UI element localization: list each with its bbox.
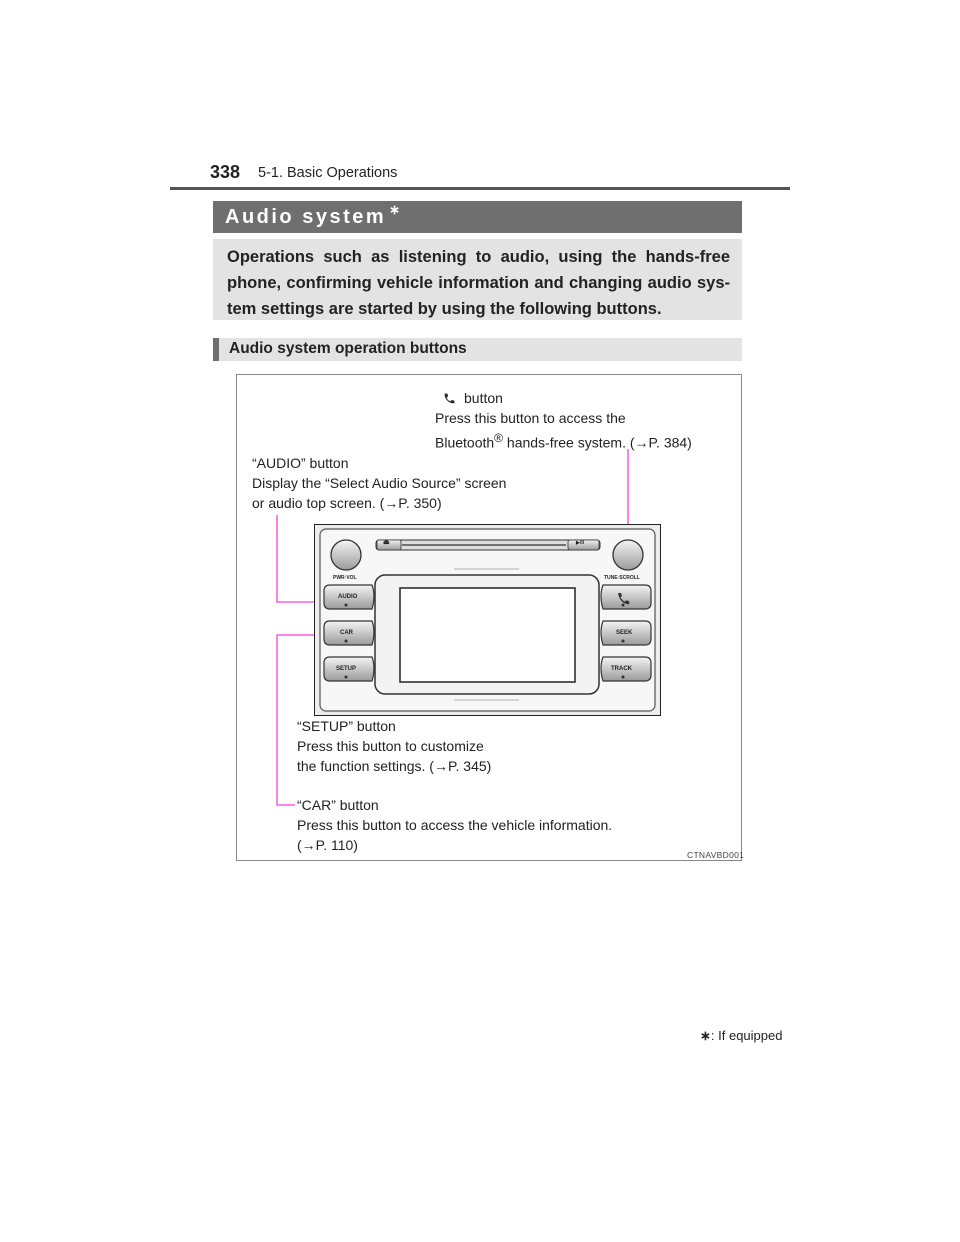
page-title bbox=[225, 202, 401, 229]
eject-label: ⏏ bbox=[383, 539, 390, 546]
figure-code: CTNAVBD001 bbox=[687, 850, 745, 860]
setup-button-label: SETUP bbox=[336, 666, 357, 672]
phone-button-shape bbox=[601, 585, 651, 609]
car-callout-line3: (→P. 110) bbox=[297, 837, 358, 853]
setup-callout-line2: Press this button to customize bbox=[297, 738, 484, 754]
audio-button-label: AUDIO bbox=[338, 594, 358, 600]
pwr-vol-label: PWR·VOL bbox=[333, 575, 357, 581]
page-title-bar bbox=[213, 201, 742, 233]
audio-callout-line1: “AUDIO” button bbox=[252, 455, 349, 471]
page-number: 338 bbox=[210, 162, 241, 182]
header-rule bbox=[170, 187, 790, 190]
audio-callout-line2: Display the “Select Audio Source” screen bbox=[252, 475, 507, 491]
head-unit-drawing bbox=[314, 524, 661, 716]
tune-scroll-knob bbox=[613, 540, 643, 570]
track-button-label: TRACK bbox=[611, 666, 632, 672]
chapter-title: 5-1. Basic Operations bbox=[258, 165, 398, 181]
car-button-label: CAR bbox=[340, 630, 353, 636]
section-title: Audio system operation buttons bbox=[229, 340, 467, 357]
phone-callout-line3: Bluetooth® hands-free system. (→P. 384) bbox=[435, 431, 692, 451]
intro-box bbox=[213, 239, 742, 320]
phone-callout-line2: Press this button to access the bbox=[435, 410, 626, 426]
display-screen bbox=[400, 588, 575, 682]
footnote-text: : If equipped bbox=[710, 1028, 783, 1043]
audio-callout-line3: or audio top screen. (→P. 350) bbox=[252, 495, 442, 511]
audio-leader-line bbox=[277, 515, 319, 602]
phone-callout-line1: button bbox=[435, 388, 692, 408]
car-callout-line1: “CAR” button bbox=[297, 797, 379, 813]
intro-text: Operations such as listening to audio, using the hands-free phone, confirming vehicle information and changing audio sys-tem settings are started by using the following buttons. bbox=[227, 248, 730, 318]
setup-callout-line3: the function settings. (→P. 345) bbox=[297, 758, 492, 774]
car-leader-line bbox=[277, 635, 319, 805]
seek-button-label: SEEK bbox=[616, 630, 633, 636]
car-callout-line2: Press this button to access the vehicle information. bbox=[297, 817, 613, 833]
head-unit bbox=[314, 524, 661, 721]
pwr-vol-knob bbox=[331, 540, 361, 570]
page-title-text: Audio system bbox=[225, 206, 387, 228]
if-equipped-mark: ∗ bbox=[389, 202, 401, 217]
tune-scroll-label: TUNE·SCROLL bbox=[604, 575, 640, 581]
section-bar bbox=[213, 338, 742, 361]
footnote bbox=[700, 1028, 782, 1044]
setup-callout-line1: “SETUP” button bbox=[297, 718, 396, 734]
play-pause-label: ▶/II bbox=[576, 540, 585, 546]
audio-buttons-figure bbox=[236, 374, 745, 861]
footnote-mark: ∗ bbox=[700, 1028, 711, 1043]
